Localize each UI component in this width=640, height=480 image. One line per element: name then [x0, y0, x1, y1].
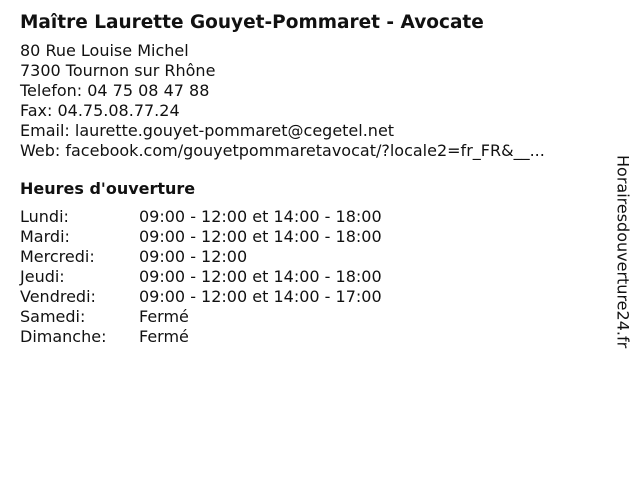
email-line: Email: laurette.gouyet-pommaret@cegetel.net: [20, 121, 395, 140]
day-hours: 09:00 - 12:00 et 14:00 - 17:00: [139, 287, 382, 306]
hours-row-sunday: [20, 327, 600, 347]
page-title: Maître Laurette Gouyet-Pommaret - Avocate: [20, 12, 484, 33]
day-hours: Fermé: [139, 327, 189, 346]
hours-row-wednesday: [20, 247, 600, 267]
web-line: Web: facebook.com/gouyetpommaretavocat/?locale2=fr_FR&__...: [20, 141, 545, 160]
hours-row-saturday: [20, 307, 600, 327]
hours-row-monday: [20, 207, 600, 227]
day-hours: 09:00 - 12:00 et 14:00 - 18:00: [139, 227, 382, 246]
day-hours: 09:00 - 12:00 et 14:00 - 18:00: [139, 207, 382, 226]
day-label: Vendredi:: [20, 287, 96, 306]
day-label: Lundi:: [20, 207, 69, 226]
day-hours: 09:00 - 12:00: [139, 247, 248, 266]
day-label: Jeudi:: [20, 267, 65, 286]
day-label: Samedi:: [20, 307, 86, 326]
day-label: Mercredi:: [20, 247, 95, 266]
business-card: [20, 10, 600, 347]
day-label: Dimanche:: [20, 327, 107, 346]
fax-line: Fax: 04.75.08.77.24: [20, 101, 180, 120]
hours-row-friday: [20, 287, 600, 307]
day-label: Mardi:: [20, 227, 70, 246]
site-watermark: Horairesdouverture24.fr: [613, 155, 633, 349]
hours-table: [20, 207, 600, 347]
hours-heading: Heures d'ouverture: [20, 179, 196, 198]
day-hours: 09:00 - 12:00 et 14:00 - 18:00: [139, 267, 382, 286]
address-line-2: 7300 Tournon sur Rhône: [20, 61, 216, 80]
hours-row-thursday: [20, 267, 600, 287]
day-hours: Fermé: [139, 307, 189, 326]
phone-line: Telefon: 04 75 08 47 88: [20, 81, 210, 100]
hours-row-tuesday: [20, 227, 600, 247]
address-line-1: 80 Rue Louise Michel: [20, 41, 189, 60]
